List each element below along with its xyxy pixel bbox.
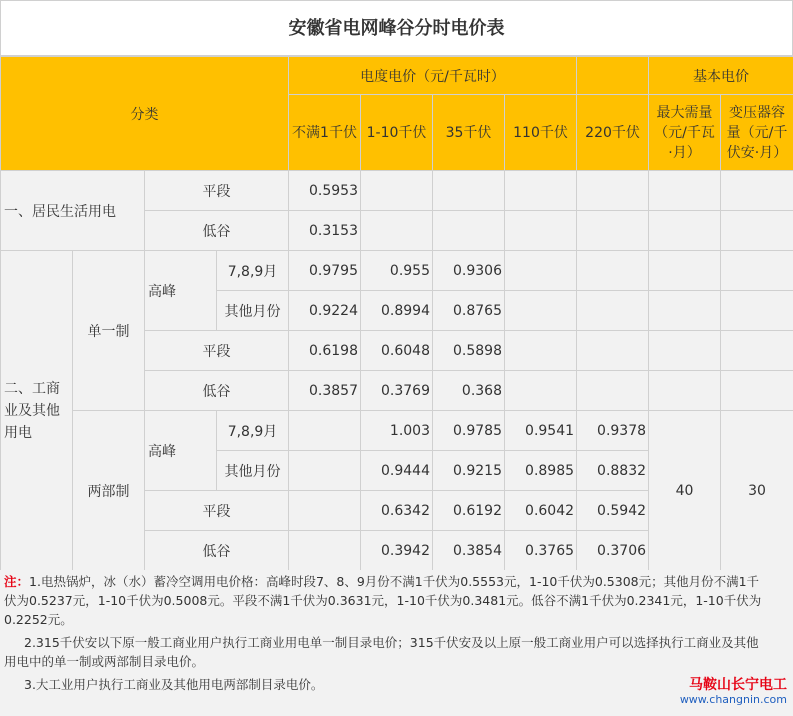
price-cell: 0.6048	[361, 331, 433, 371]
price-cell: 0.8765	[433, 291, 505, 331]
price-cell: 0.8994	[361, 291, 433, 331]
empty-header-cell	[577, 57, 649, 95]
note-1-line-2: 伏为0.5237元，1-10千伏为0.5008元。平段不满1千伏为0.3631元，1-10千伏为0.3481元。低谷不满1千伏为0.2341元，1-10千伏为	[4, 593, 762, 608]
peak-label: 高峰	[145, 411, 217, 491]
price-cell: 0.9224	[289, 291, 361, 331]
price-cell: 0.5898	[433, 331, 505, 371]
note-2-line-1: 2.315千伏安以下原一般工商业用户执行工商业用电单一制目录电价；315千伏安及以上原一般工商业用户可以选择执行工商业及其他	[24, 635, 759, 650]
price-cell: 0.9795	[289, 251, 361, 291]
price-cell: 0.368	[433, 371, 505, 411]
period-cell: 7,8,9月	[217, 251, 289, 291]
price-cell: 0.9785	[433, 411, 505, 451]
notes-section	[0, 570, 793, 716]
period-cell: 低谷	[145, 531, 289, 571]
price-cell: 0.3153	[289, 211, 361, 251]
price-cell: 1.003	[361, 411, 433, 451]
period-cell: 平段	[145, 331, 289, 371]
price-cell: 0.3765	[505, 531, 577, 571]
period-cell: 低谷	[145, 371, 289, 411]
price-cell: 0.8985	[505, 451, 577, 491]
period-cell: 平段	[145, 171, 289, 211]
transformer-price: 30	[721, 411, 793, 571]
two-part-system-label: 两部制	[73, 411, 145, 571]
category-header: 分类	[1, 57, 289, 171]
max-demand-price: 40	[649, 411, 721, 571]
price-cell: 0.9378	[577, 411, 649, 451]
price-cell: 0.9215	[433, 451, 505, 491]
note-text: 1.电热锅炉，冰（水）蓄冷空调用电价格：高峰时段7、8、9月份不满1千伏为0.5553元，1-10千伏为0.5308元；其他月份不满1千	[29, 574, 760, 589]
price-cell: 0.5942	[577, 491, 649, 531]
price-cell: 0.3769	[361, 371, 433, 411]
price-cell: 0.5953	[289, 171, 361, 211]
price-cell: 0.8832	[577, 451, 649, 491]
basic-price-header: 基本电价	[649, 57, 793, 95]
price-cell: 0.6342	[361, 491, 433, 531]
note-2-line-2: 用电中的单一制或两部制目录电价。	[4, 654, 205, 669]
price-cell: 0.9444	[361, 451, 433, 491]
residential-label: 一、居民生活用电	[1, 171, 145, 251]
price-cell: 0.955	[361, 251, 433, 291]
col-35kv: 35千伏	[433, 95, 505, 171]
watermark-url: www.changnin.com	[679, 693, 787, 706]
note-1-line-1	[4, 572, 789, 591]
col-220kv: 220千伏	[577, 95, 649, 171]
energy-price-header: 电度电价（元/千瓦时）	[289, 57, 577, 95]
price-cell: 0.3854	[433, 531, 505, 571]
col-110kv: 110千伏	[505, 95, 577, 171]
period-cell: 7,8,9月	[217, 411, 289, 451]
price-cell: 0.6192	[433, 491, 505, 531]
tariff-table	[0, 56, 793, 571]
period-cell: 平段	[145, 491, 289, 531]
col-transformer: 变压器容量（元/千伏安·月）	[721, 95, 793, 171]
single-system-label: 单一制	[73, 251, 145, 411]
period-cell: 其他月份	[217, 451, 289, 491]
price-cell: 0.3942	[361, 531, 433, 571]
watermark	[680, 677, 787, 706]
col-1-10kv: 1-10千伏	[361, 95, 433, 171]
note-1-line-3: 0.2252元。	[4, 612, 73, 627]
price-cell: 0.6198	[289, 331, 361, 371]
period-cell: 其他月份	[217, 291, 289, 331]
price-cell: 0.3857	[289, 371, 361, 411]
note-label: 注：	[4, 574, 30, 589]
page-title: 安徽省电网峰谷分时电价表	[0, 0, 793, 56]
price-cell: 0.6042	[505, 491, 577, 531]
commercial-label: 二、工商业及其他用电	[1, 251, 73, 571]
note-3: 3.大工业用户执行工商业及其他用电两部制目录电价。	[24, 677, 324, 692]
watermark-name: 马鞍山长宁电工	[689, 677, 787, 693]
col-max-demand: 最大需量（元/千瓦·月）	[649, 95, 721, 171]
price-cell: 0.9541	[505, 411, 577, 451]
price-cell: 0.3706	[577, 531, 649, 571]
peak-label: 高峰	[145, 251, 217, 331]
price-cell: 0.9306	[433, 251, 505, 291]
period-cell: 低谷	[145, 211, 289, 251]
col-lt1kv: 不满1千伏	[289, 95, 361, 171]
